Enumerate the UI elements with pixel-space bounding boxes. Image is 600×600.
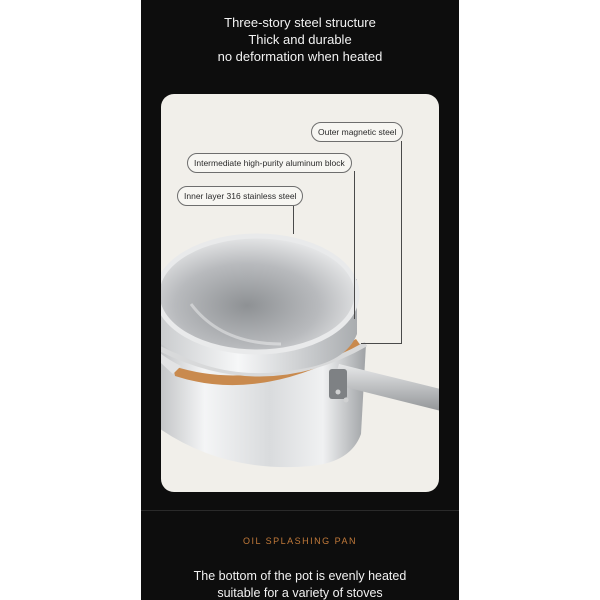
callout-outer-magnetic-steel: Outer magnetic steel xyxy=(311,122,403,142)
headline-line-3: no deformation when heated xyxy=(217,49,383,64)
product-panel xyxy=(141,0,459,600)
callout-intermediate-aluminum: Intermediate high-purity aluminum block xyxy=(187,153,352,173)
leader-middle xyxy=(354,171,355,319)
headline-line-1: Three-story steel structure xyxy=(224,15,376,30)
leader-outer-horizontal xyxy=(361,343,402,344)
description-line-2: suitable for a variety of stoves xyxy=(217,586,383,600)
description-line-1: The bottom of the pot is evenly heated xyxy=(193,569,407,583)
leader-inner xyxy=(293,204,294,234)
section-title: OIL SPLASHING PAN xyxy=(242,536,358,546)
headline-line-2: Thick and durable xyxy=(248,32,352,47)
product-card xyxy=(161,94,439,492)
leader-outer-vertical xyxy=(401,141,402,343)
section-divider xyxy=(141,510,459,511)
callout-inner-stainless: Inner layer 316 stainless steel xyxy=(177,186,303,206)
inner-pot-opening xyxy=(161,236,357,352)
